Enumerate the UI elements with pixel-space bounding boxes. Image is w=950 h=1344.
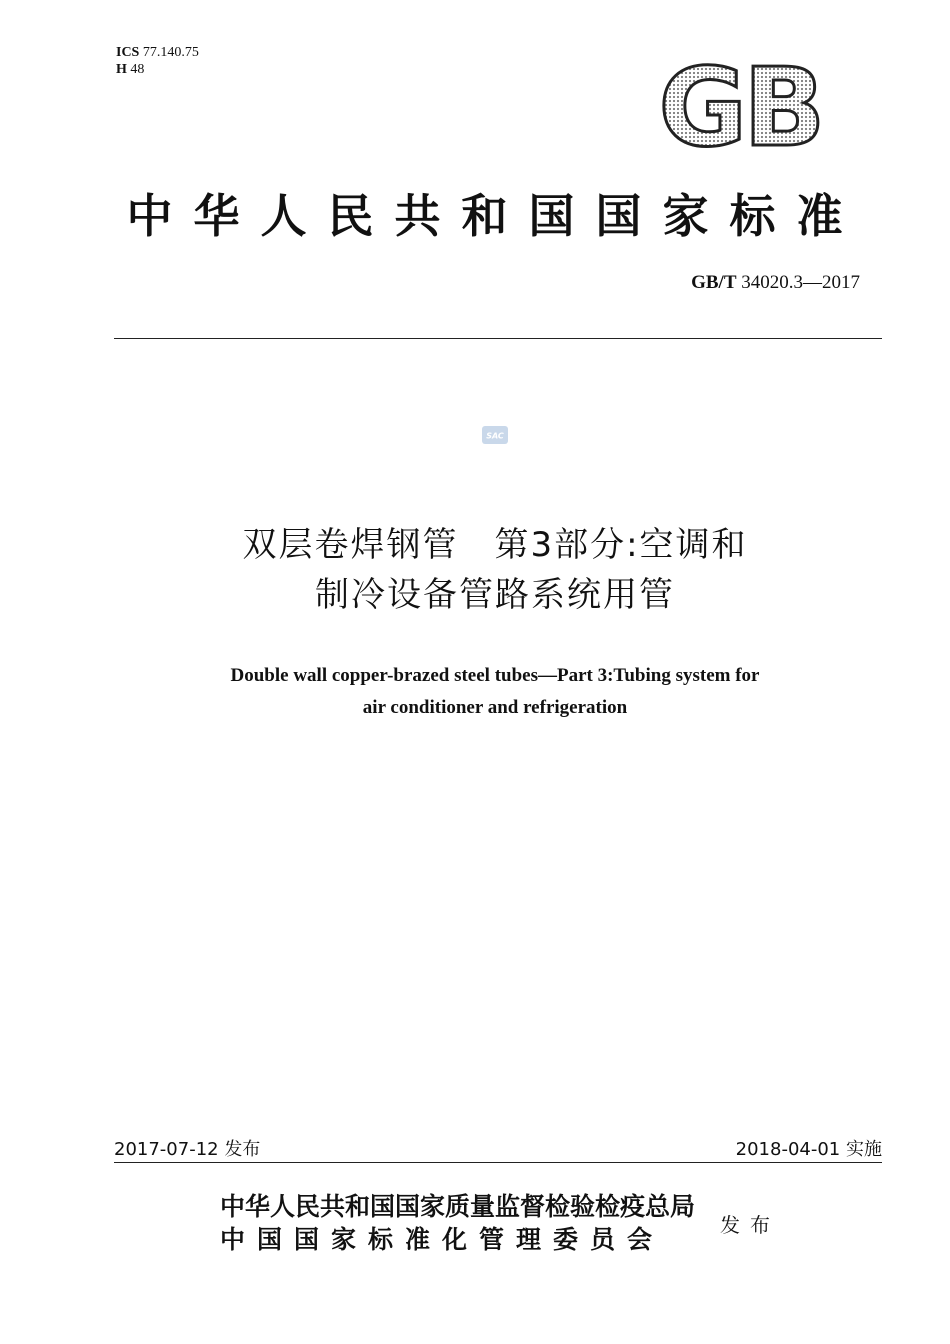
bottom-divider bbox=[114, 1162, 882, 1163]
gb-logo-text: GB bbox=[658, 55, 822, 155]
ics-line bbox=[116, 44, 199, 61]
publish-label: 发布 bbox=[720, 1213, 780, 1237]
issue-date: 2017-07-12 发布 bbox=[114, 1139, 261, 1160]
issuer-sac: 中国国家标准化管理委员会 bbox=[220, 1225, 665, 1254]
implementation-date: 2018-04-01 实施 bbox=[735, 1139, 882, 1160]
top-divider bbox=[114, 338, 882, 339]
standard-prefix: GB/T bbox=[691, 272, 737, 293]
title-chinese-line1: 双层卷焊钢管 第3部分:空调和 bbox=[242, 525, 748, 565]
standard-number bbox=[691, 272, 860, 294]
ics-code: 77.140.75 bbox=[142, 45, 199, 60]
ics-label: ICS bbox=[116, 45, 140, 60]
ccs-code: 48 bbox=[130, 62, 145, 77]
sac-watermark bbox=[481, 425, 509, 445]
title-english-line1: Double wall copper-brazed steel tubes—Part 3:Tubing system for bbox=[230, 665, 760, 686]
ccs-line bbox=[116, 61, 199, 78]
classification-codes bbox=[116, 44, 199, 78]
gb-logo bbox=[640, 55, 840, 155]
sac-watermark-text: SAC bbox=[486, 431, 504, 441]
title-english-line2: air conditioner and refrigeration bbox=[362, 697, 628, 718]
standard-code: 34020.3—2017 bbox=[741, 272, 860, 293]
ccs-label: H bbox=[116, 62, 127, 77]
title-english bbox=[75, 660, 915, 724]
issuer-aqsiq: 中华人民共和国国家质量监督检验检疫总局 bbox=[220, 1192, 696, 1221]
title-chinese-line2: 制冷设备管路系统用管 bbox=[315, 575, 675, 615]
issuing-authorities bbox=[220, 1190, 700, 1256]
title-chinese bbox=[75, 520, 915, 620]
header-title: 中华人民共和国国家标准 bbox=[126, 189, 864, 243]
